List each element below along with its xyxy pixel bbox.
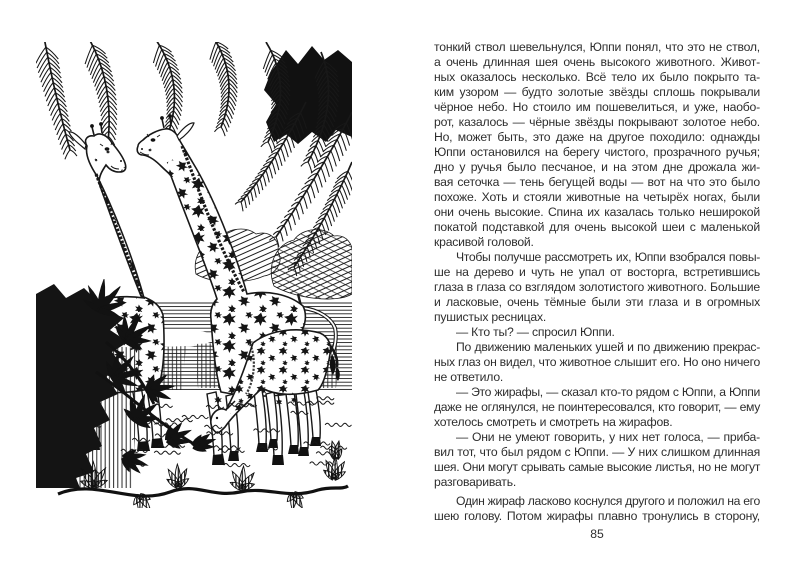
text-line: — Они не умеют говорить, у них нет голоса, — приба- bbox=[456, 430, 760, 444]
page-number: 85 bbox=[590, 527, 604, 541]
text-line: и ласковые, очень тёмные были эти глаза и в огромных bbox=[434, 295, 760, 309]
text-line: рот, казалось — чёрные звёзды покрывают золотое небо. bbox=[434, 115, 760, 129]
text-line: Но, может быть, это даже на другое походило: однажды bbox=[434, 130, 760, 144]
giraffe-illustration-svg bbox=[36, 42, 352, 508]
text-line: — Кто ты? — спросил Юппи. bbox=[456, 325, 615, 339]
text-column bbox=[434, 40, 760, 524]
text-line: ким узором — будто золотые звёзды сплошь покрывали bbox=[434, 85, 760, 99]
text-line: Юппи остановился на берегу чистого, прозрачного ручья; bbox=[434, 145, 760, 159]
text-line: Чтобы получше рассмотреть их, Юппи взобрался повы- bbox=[456, 250, 760, 264]
text-line: красивой головой. bbox=[434, 235, 534, 249]
text-line: ше на дерево и чуть не упал от восторга, встретившись bbox=[434, 265, 760, 279]
text-line: тонкий ствол шевельнулся, Юппи понял, что это не ствол, bbox=[434, 40, 760, 54]
text-line: они очень высокие. Спина их казалась только неширокой bbox=[434, 205, 760, 219]
text-line: ных оказалось несколько. Всё тело их было покрыто та- bbox=[434, 70, 760, 84]
text-line: дно у ручья было песчаное, и на этом дне дрожала жи- bbox=[434, 160, 760, 174]
text-line: вая сеточка — тень бегущей воды — вот на что это было bbox=[434, 175, 760, 189]
text-line: даже не оглянулся, не поинтересовался, кто говорит, — ему bbox=[434, 400, 760, 414]
text-line: хотелось смотреть и смотреть на жирафов. bbox=[434, 415, 673, 429]
text-line: а очень длинная шея очень высокого животного. Живот- bbox=[434, 55, 760, 69]
text-line: пушистых ресницах. bbox=[434, 310, 547, 324]
text-line: разговаривать. bbox=[434, 475, 517, 489]
text-line: Один жираф ласково коснулся другого и положил на его bbox=[456, 494, 760, 508]
text-line: шея. Они могут срывать самые высокие листья, но не могут bbox=[434, 460, 760, 474]
giraffe-illustration bbox=[36, 42, 352, 508]
text-line: шею голову. Потом жирафы плавно тронулись в сторону, bbox=[434, 509, 760, 523]
text-line: — Это жирафы, — сказал кто-то рядом с Юппи, а Юппи bbox=[456, 385, 760, 399]
text-line: глаза в глаза со взглядом золотистого животного. Большие bbox=[434, 280, 760, 294]
text-line: не ответило. bbox=[434, 370, 504, 384]
text-line: вил тот, что был рядом с Юппи. — У них слишком длинная bbox=[434, 445, 760, 459]
text-line: ных глаз он видел, что животное слышит его. Но оно ничего bbox=[434, 355, 760, 369]
text-line: покатой подставкой для очень высокой шеи с маленькой bbox=[434, 220, 760, 234]
text-line: чёрное небо. Но стоило им пошевелиться, и уже, наобо- bbox=[434, 100, 760, 114]
text-line: По движению маленьких ушей и по движению прекрас- bbox=[456, 340, 760, 354]
text-line: похоже. Хоть и стояли животные на четырёх ногах, были bbox=[434, 190, 760, 204]
